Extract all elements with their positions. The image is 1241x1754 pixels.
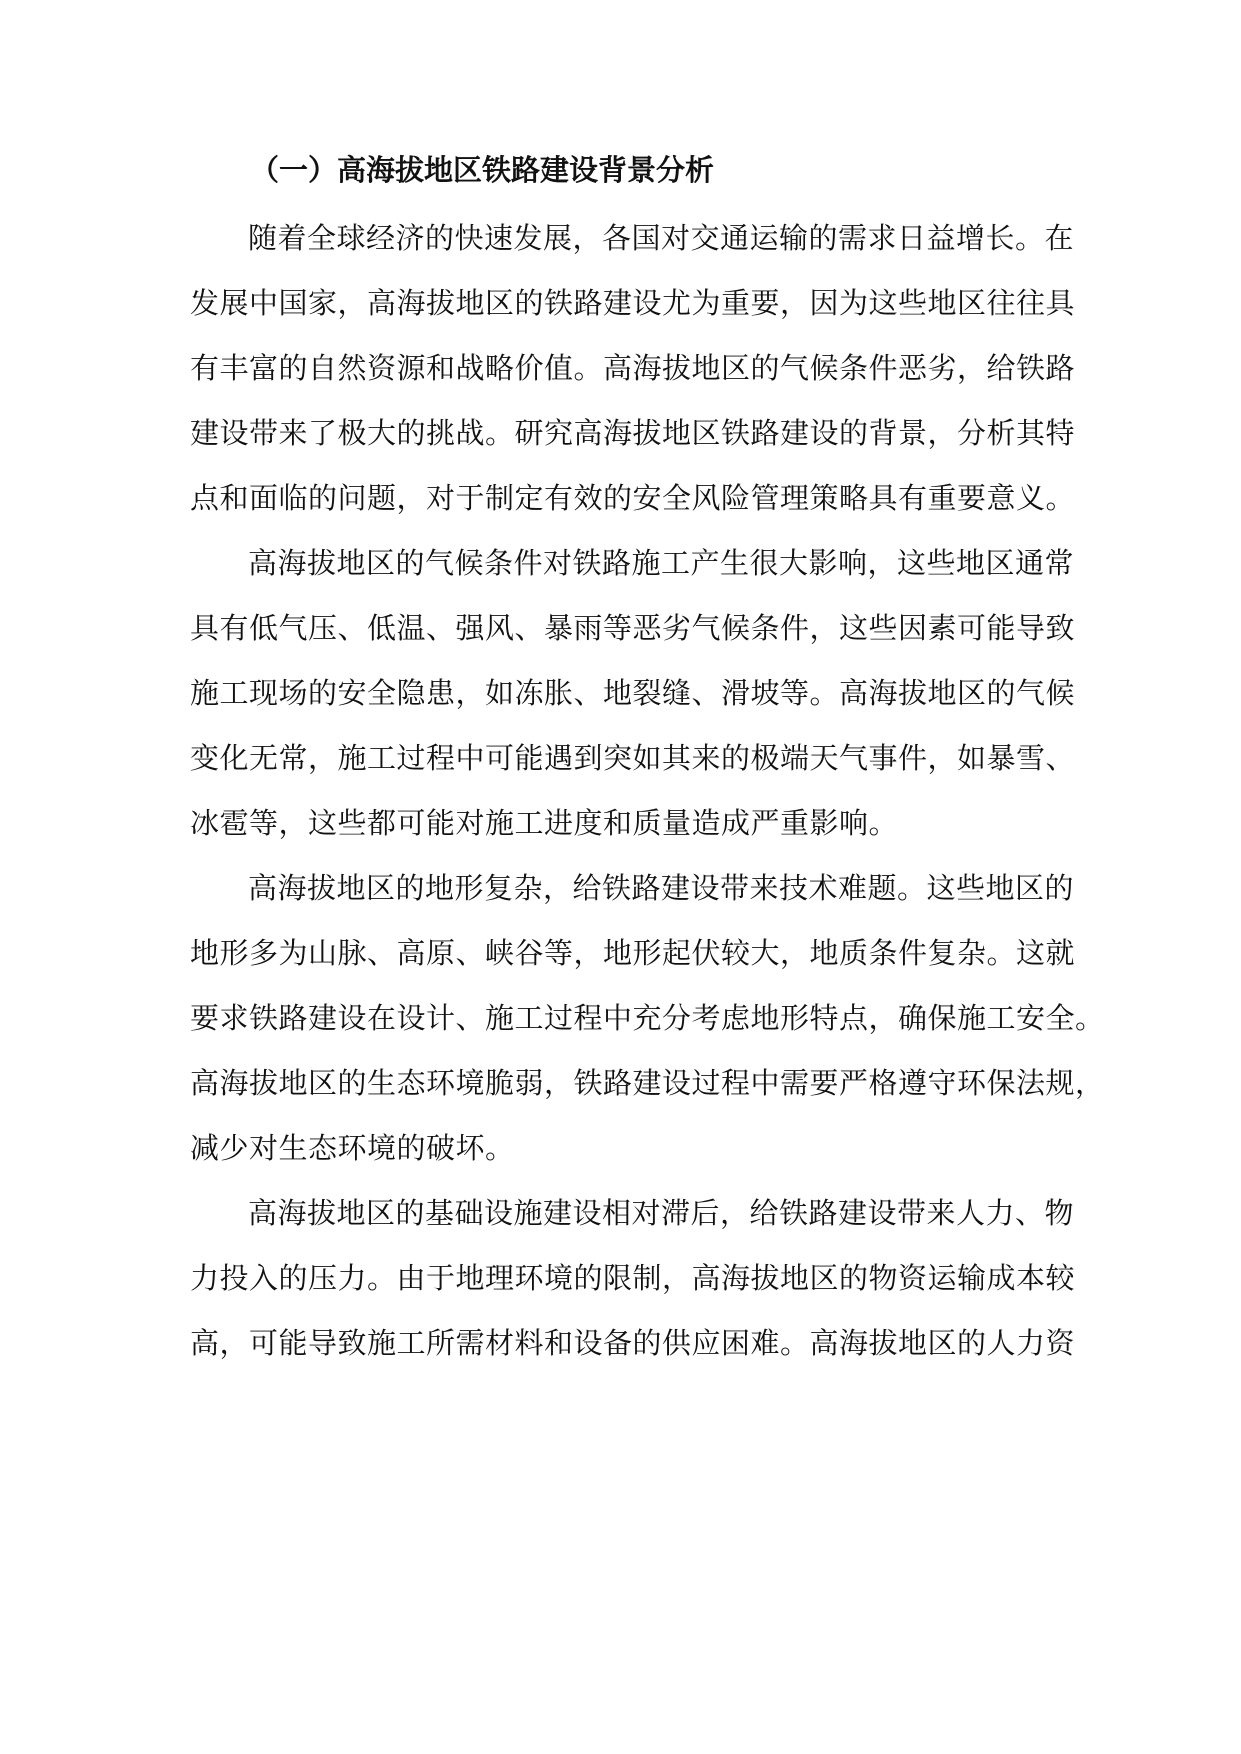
paragraph-line: 地形多为山脉、高原、峡谷等，地形起伏较大，地质条件复杂。这就	[190, 936, 1076, 970]
paragraph-line: 点和面临的问题，对于制定有效的安全风险管理策略具有重要意义。	[190, 481, 1076, 515]
paragraph-line: 发展中国家，高海拔地区的铁路建设尤为重要，因为这些地区往往具	[190, 286, 1076, 320]
paragraph-line: 冰雹等，这些都可能对施工进度和质量造成严重影响。	[190, 806, 899, 840]
paragraph-line: 减少对生态环境的破坏。	[190, 1131, 515, 1165]
paragraph-line: 随着全球经济的快速发展，各国对交通运输的需求日益增长。在	[248, 221, 1075, 255]
paragraph-line: 高海拔地区的气候条件对铁路施工产生很大影响，这些地区通常	[248, 546, 1075, 580]
paragraph-line: 施工现场的安全隐患，如冻胀、地裂缝、滑坡等。高海拔地区的气候	[190, 676, 1076, 710]
paragraph-line: 高海拔地区的地形复杂，给铁路建设带来技术难题。这些地区的	[248, 871, 1075, 905]
paragraph-line: 要求铁路建设在设计、施工过程中充分考虑地形特点，确保施工安全。	[190, 1001, 1105, 1035]
paragraph-line: 具有低气压、低温、强风、暴雨等恶劣气候条件，这些因素可能导致	[190, 611, 1076, 645]
paragraph-line: 有丰富的自然资源和战略价值。高海拔地区的气候条件恶劣，给铁路	[190, 351, 1076, 385]
paragraph-line: 力投入的压力。由于地理环境的限制，高海拔地区的物资运输成本较	[190, 1261, 1076, 1295]
section-heading: （一）高海拔地区铁路建设背景分析	[250, 153, 715, 187]
paragraph-line: 高海拔地区的生态环境脆弱，铁路建设过程中需要严格遵守环保法规，	[190, 1066, 1105, 1100]
paragraph-line: 建设带来了极大的挑战。研究高海拔地区铁路建设的背景，分析其特	[190, 416, 1076, 450]
paragraph-line: 高海拔地区的基础设施建设相对滞后，给铁路建设带来人力、物	[248, 1196, 1075, 1230]
paragraph-line: 变化无常，施工过程中可能遇到突如其来的极端天气事件，如暴雪、	[190, 741, 1076, 775]
paragraph-line: 高，可能导致施工所需材料和设备的供应困难。高海拔地区的人力资	[190, 1326, 1076, 1360]
